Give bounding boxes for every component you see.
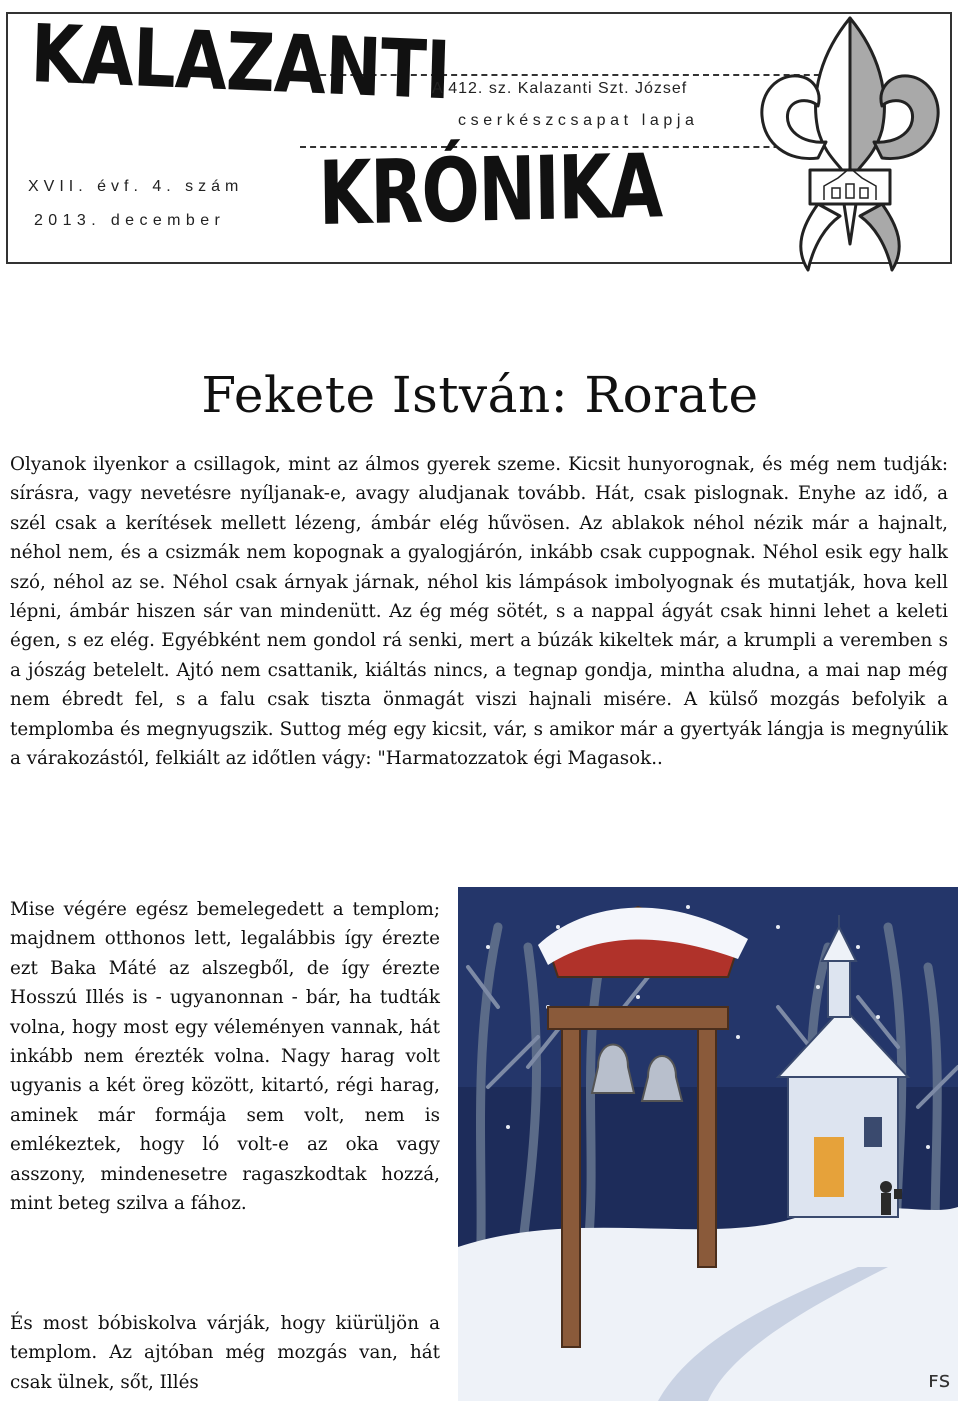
lead-paragraph: Olyanok ilyenkor a csillagok, mint az álmos gyerek szeme. Kicsit hunyorognak, és még nem tudják: sírásra, vagy nevetésre nyíljanak-e, avagy aludjanak tovább. Hát, csak pislognak. Enyhe az idő, a szél csak a kerítések mellett lézeng, ámbár elég hűvösen. Az ablakok néhol nézik már a hajnalt, néhol nem, és a csizmák nem kopognak a gyalogjárón, inkább csak cuppognak. Néhol esik egy halk szó, néhol az se. Néhol csak árnyak járnak, néhol kis lámpások imbolyognak és mutatják, hova kell lépni, ámbár hiszen sár van mindenütt. Az ég még sötét, s a nappal ágyát csak hinni lehet a keleti égen, s ez elég. Egyébként nem gondol rá senki, mert a búzák kikeltek már, a krumpli a veremben s a jószág betelelt. Ajtó nem csattanik, kiáltás nincs, a tegnap gondja, mintha aludna, a mai nap még nem ébredt fel, s a falu csak tiszta önmagát viszi hajnali misére. A külső mozgás befolyik a templomba és megnyugszik. Suttog még egy kicsit, vár, s amikor már a gyertyák lángja is megnyúlik a várakozástól, felkiált az időtlen vágy: "Harmatozzatok égi Magasok.. [10,454,948,770]
winter-chapel-painting [458,887,958,1401]
svg-text:ꜰs: ꜰs [928,1368,951,1393]
issue-date: 2013. december [34,212,226,229]
body-paragraph: Mise végére egész bemelegedett a templom; majdnem otthonos lett, legalábbis így érezte ezt Baka Máté az alszegből, de így érezte Hosszú Illés is - ugyanonnan - bár, ha tudták volna, hogy most egy véleményen vannak, hát inkább nem érezték volna. Nagy harag volt ugyanis a két öreg között, kitartó, régi harag, aminek már formája sem volt, nem is emlékeztek, hogy ló volt-e az oka vagy asszony, mindenesetre ragaszkodtak hozzá, mint beteg szilva a fához. [10,899,440,1215]
body-paragraph: És most bóbiskolva várják, hogy kiürüljön a templom. Az ajtóban még mozgás van, hát csak ülnek, sőt, Illés [10,1313,440,1393]
publisher-line: A 412. sz. Kalazanti Szt. József [432,80,688,97]
article-title: Fekete István: Rorate [201,366,759,424]
troop-line: cserkészcsapat lapja [458,112,699,129]
logo-word-kalazanti: KALAZANTI [29,7,452,118]
logo-word-kronika: KRÓNIKA [317,134,663,245]
scout-fleur-de-lis-icon [752,12,948,284]
issue-number: XVII. évf. 4. szám [28,178,244,195]
